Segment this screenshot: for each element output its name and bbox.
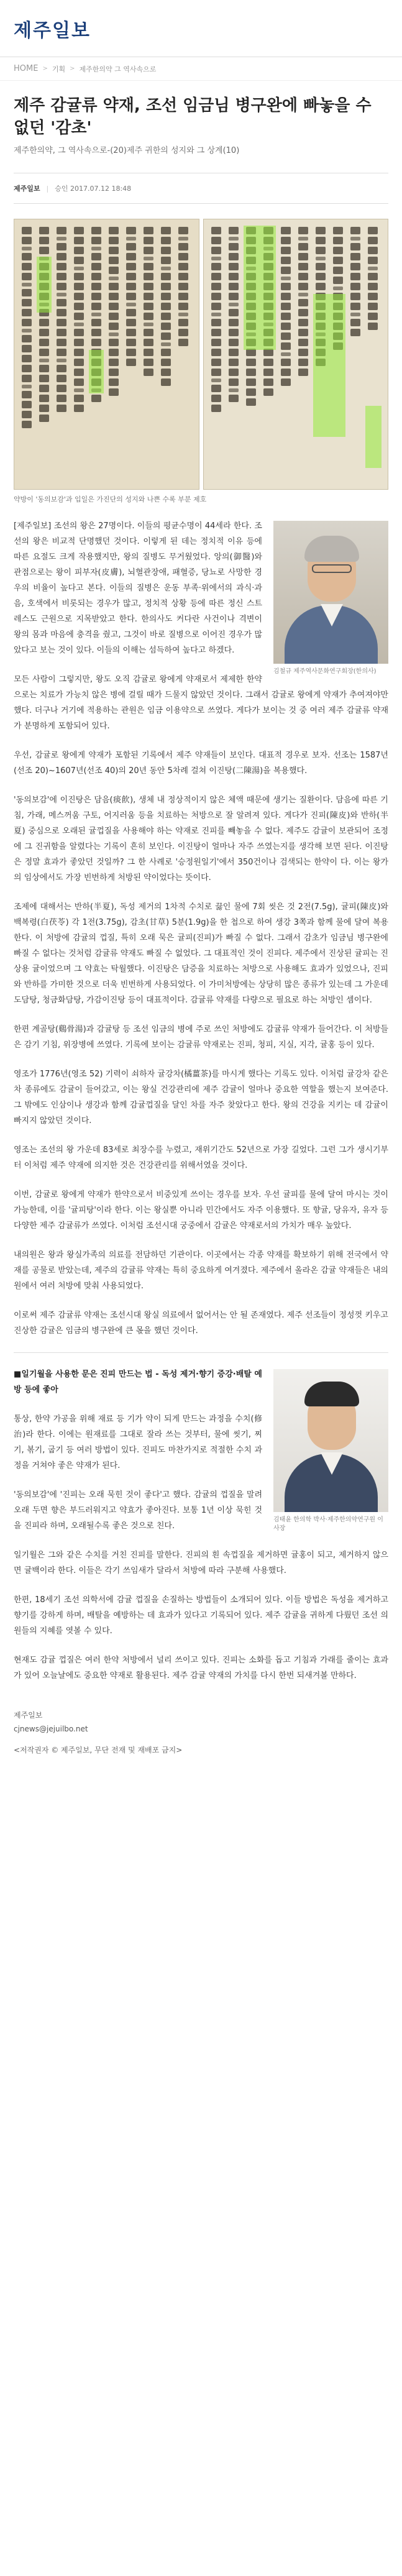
paragraph: 이로써 제주 감귤류 약재는 조선시대 왕실 의료에서 없어서는 안 될 존재였다. 제주 선조들이 정성껏 키우고 진상한 감귤은 임금의 병구완에 큰 몫을 했던 것이다.: [14, 1311, 388, 1336]
paragraph: [제주일보] 조선의 왕은 27명이다. 이들의 평균수명이 44세라 한다. 조선의 왕은 비교적 단명했던 것이다. 이렇게 된 데는 정치적 이유 등에 따른 요절도 크게 작용했지만, 왕의 질병도 무거웠었다. 앙의(御醫)와 관점으로는 왕이 피부자(皮膚), 뇌혈관장애, 패혈증, 당뇨로 사망한 경우의 비율이 높다고 본다. 이들의 질병은 운동 부족·위에서의 과식·과음, 호색에서 비롯되는 경우가 많고, 정치적 상황 등에 따른 정신 스트레스도 근원으로 지목받았고 한다. 한의사도 커다란 사건이나 격변이 왕의 몸과 마음에 충격을 줬고, 그것이 바로 질병으로 이어진 경우가 많았다고 보는 것이 있다. 이들의 이해는 섬득하여 높다고 하겠다.: [14, 521, 262, 655]
copyright-notice: <저작권자 © 제주일보, 무단 전재 및 재배포 금지>: [14, 1746, 183, 1754]
site-logo[interactable]: 제주일보: [14, 19, 91, 42]
meta-divider: |: [46, 184, 49, 193]
author-photo: [273, 521, 388, 664]
paragraph: 통상, 한약 가공을 위해 재료 등 기가 약이 되게 만드는 과정을 수치(修治)라 한다. 이에는 원재료를 그대로 잘라 쓰는 것부터, 물에 씻기, 찌기, 볶기, 굽기 등 여러 방법이 있다. 진피도 마찬가지로 적절한 수치 과정을 거쳐야 좋은 약재가 된다.: [14, 1414, 262, 1470]
highlight-mark: [37, 257, 52, 313]
highlight-mark: [365, 406, 381, 468]
paragraph: '동의보감'에 '진피는 오래 묵힌 것이 좋다'고 했다. 감귤의 껍질을 말려 오래 두면 향은 부드러워지고 약효가 좋아진다. 보통 1년 이상 묵힌 것을 진피라 하며, 오래될수록 좋은 것으로 친다.: [14, 1490, 262, 1531]
paragraph: '동의보감'에 이진탕은 담음(痰飮), 생체 내 정상적이지 않은 체액 때문에 생기는 질환이다. 담음에 따른 기침, 가래, 메스꺼움 구토, 어지러움 등을 치료하는 처방으로 잘 알려져 있다. 게다가 진피(陳皮)와 반하(半夏) 중심으로 오래된 귤껍질을 사용해야 하는 약재로 진피를 빼놓을 수 없다. 제주도 감귤이 보관되어 조정에 그 진귀함을 알렸다는 기록이 흔히 보인다. 이진탕이 얼마나 자주 쓰였는지를 생각해 보면 된다. 이진탕은 정말 효과가 좋았던 것일까? 그 한 사례로 '승정원일기'에서 350건이나 검색되는 한약이 다. 이는 왕가의 임상에서도 가장 빈번하게 처방된 약이었다는 뜻이다.: [14, 795, 388, 882]
paragraph: 조제에 대해서는 반하(半夏), 독성 제거의 1차적 수치로 끓인 물에 7회 씻은 것 2전(7.5g), 귤피(陳皮)와 백복령(白茯苓) 각 1전(3.75g), 감초(甘草) 5분(1.9g)을 한 첩으로 하여 생강 3쪽과 함께 물에 달여 복용한다. 이 처방에 감귤의 껍질, 특히 오래 묵은 귤피(진피)가 빠질 수 없다. 그래서 감초가 임금님 병구완에 빠질 수 없다는 것처럼 감귤류 약재도 빠질 수 없었다. 그 대표적인 것이 진피다. 제주에서 진상된 귤피는 진상용 귤이었으며 그 약효는 탁월했다. 이진탕은 담증을 치료하는 처방으로 사용해도 효과가 있었으나, 진피와 반하를 가미한 것으로 더욱 빈번하게 사용되었다. 이 가미처방에는 상당히 많은 종류가 있는데 그 가운데 도담탕, 청금화담탕, 가감이진탕 등이 대표적이다. 감귤류 약재를 다량으로 필요로 하는 처방인 셈이다.: [14, 902, 388, 1005]
breadcrumb: [0, 57, 402, 81]
byline-email[interactable]: cjnews@jejuilbo.net: [14, 1725, 88, 1733]
breadcrumb-home[interactable]: HOME: [14, 64, 39, 73]
contributor-photo: [273, 1369, 388, 1512]
article-author: 제주일보: [14, 185, 40, 193]
paragraph: 우선, 감귤로 왕에게 약재가 포함된 기록에서 제주 약재들이 보인다. 대표적 경우로 보자. 선조는 1587년(선조 20)~1607년(선조 40)의 20년 동안 5차례 걸쳐 이진탕(二陳湯)을 복용했다.: [14, 751, 388, 776]
article-body: [14, 518, 388, 1697]
article-date: 승인 2017.07.12 18:48: [55, 185, 132, 193]
paragraph: 영조는 조선의 왕 가운데 83세로 최장수를 누렸고, 재위기간도 52년으로 가장 길었다. 그런 그가 생시기부터 이처럼 제주 약재에 의지한 것은 건강관리를 위해서였을 것이다.: [14, 1145, 388, 1170]
old-book-page-right: [203, 219, 389, 490]
breadcrumb-level1[interactable]: 기획: [52, 65, 66, 73]
highlight-mark: [244, 226, 276, 350]
section-lead: ■일기월을 사용한 문은 진피 만드는 법 - 독성 제거·향기 증강·배탈 예방 등에 좋아: [14, 1370, 262, 1395]
author-photo-block: [273, 521, 388, 676]
highlight-mark: [313, 294, 345, 437]
contributor-photo-caption: 김태윤 한의학 박사·제주한의약연구원 이사장: [273, 1516, 383, 1532]
paragraph: 한편 계골탕(鷄骨湯)과 감귤탕 등 조선 임금의 병에 주로 쓰인 처방에도 감귤류 약재가 들어간다. 이 처방들은 감기 기침, 위장병에 쓰였다. 기록에 보이는 감귤류 약재로는 진피, 청피, 지실, 지각, 귤홍 등이 있다.: [14, 1025, 388, 1050]
breadcrumb-separator-icon: >: [70, 65, 75, 72]
paragraph: 내의원은 왕과 왕실가족의 의료를 전담하던 기관이다. 이곳에서는 각종 약재를 확보하기 위해 전국에서 약재를 공물로 받았는데, 제주의 감귤류 약재는 특히 중요하게 여겨졌다. 제주에서 올라온 감귤 약재들은 내의원에서 여러 처방에 맞춰 사용되었다.: [14, 1250, 388, 1291]
paragraph: 이번, 감귤로 왕에게 약재가 한약으로서 비중있게 쓰이는 경우를 보자. 우선 귤피를 물에 달여 마시는 것이 가능한데, 이를 '귤피탕'이라 한다. 이는 왕실뿐 아니라 민간에서도 자주 이용했다. 또 향귤, 당유자, 유자 등 다양한 제주 감귤류가 쓰였다. 이처럼 조선시대 궁중에서 감귤은 약재로서의 가치가 매우 높았다.: [14, 1190, 388, 1231]
article-subtitle: 제주한의약, 그 역사속으로-(20)제주 귀한의 성지와 그 상계(10): [14, 146, 240, 155]
paragraph: 일기월은 그와 같은 수치를 거친 진피를 말한다. 진피의 흰 속껍질을 제거하면 귤홍이 되고, 제거하지 않으면 귤백이라 한다. 이들은 각기 쓰임새가 달라서 처방에 따라 구분해 사용했다.: [14, 1551, 388, 1575]
highlight-mark: [89, 350, 104, 393]
old-book-page-left: [14, 219, 199, 490]
paragraph: 모든 사람이 그렇지만, 왕도 오직 감귤로 왕에게 약재로서 제제한 한약으로는 치료가 가능치 않은 병에 걸릴 때가 드물지 않았던 것이다. 그래서 감귤로 왕에게 약재가 추여져야만 했다. 더구나 거기에 적용하는 관원은 임금 이용약으로 쓰였다. 게다가 보이는 것 중 여러 제주 감귤류 약재가 분명하게 포함되어 있다.: [14, 675, 388, 731]
paragraph: 현재도 감귤 껍질은 여러 한약 처방에서 널리 쓰이고 있다. 진피는 소화를 돕고 기침과 가래를 줄이는 효과가 있어 오늘날에도 중요한 약재로 활용된다. 제주 감귤 약재의 가치를 다시 한번 되새겨볼 만하다.: [14, 1656, 388, 1680]
title-block: [0, 81, 402, 164]
book-images: [14, 219, 388, 490]
figure-caption: 약방이 '동의보감'과 입일은 가진단의 성지와 나쁜 수록 부분 제호: [14, 495, 207, 503]
author-photo-caption: 김철규 제주역사문화연구회장(한의사): [273, 668, 377, 675]
contributor-photo-block: [273, 1369, 388, 1533]
byline-name: 제주일보: [14, 1711, 43, 1720]
paragraph: 영조가 1776년(영조 52) 기력이 쇠하자 귤강차(橘薑茶)를 마시게 했다는 기록도 있다. 이처럼 귤강차 같은 차 종류에도 감귤이 들어갔고, 이는 왕실 건강관리에 제주 감귤이 얼마나 중요한 역할을 했는지 보여준다. 그 밖에도 인삼이나 생강과 함께 감귤껍질을 달인 차를 자주 찾았다고 한다. 왕의 건강을 지키는 데 감귤이 빠지지 않았던 것이다.: [14, 1070, 388, 1125]
paragraph: 한편, 18세기 조선 의학서에 감귤 껍질을 손질하는 방법들이 소개되어 있다. 이들 방법은 독성을 제거하고 향기를 강하게 하며, 배탈을 예방하는 데 효과가 있다고 기록되어 있다. 제주 감귤을 귀하게 다뤘던 조선 의원들의 지혜를 엿볼 수 있다.: [14, 1595, 388, 1636]
site-header: [0, 0, 402, 57]
article-meta: [14, 173, 388, 204]
breadcrumb-separator-icon: >: [42, 65, 48, 72]
article-title: 제주 감귤류 약재, 조선 임금님 병구완에 빠놓을 수 없던 '감초': [14, 96, 372, 137]
breadcrumb-level2[interactable]: 제주한의약 그 역사속으로: [79, 65, 157, 73]
sidebar-section: [14, 1352, 388, 1684]
article-figure: [14, 219, 388, 505]
byline: [14, 1708, 388, 1736]
